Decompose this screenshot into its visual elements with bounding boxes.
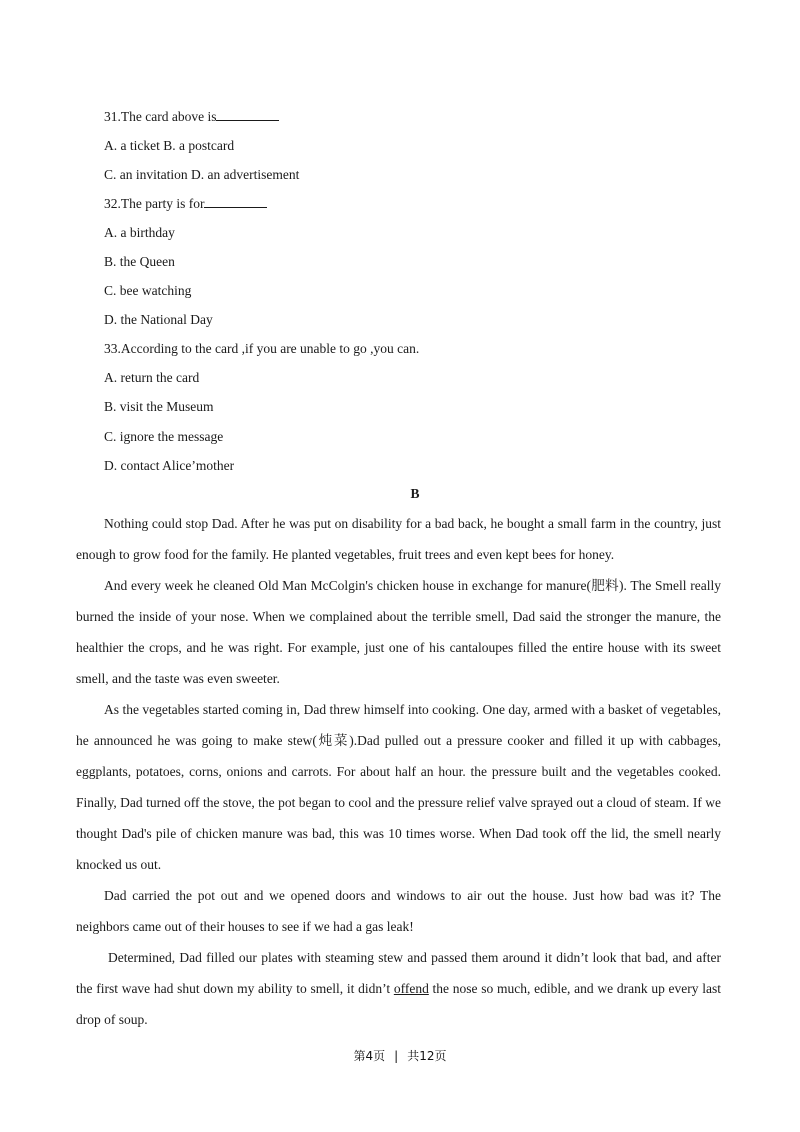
question-33-stem: 33.According to the card ,if you are unable to go ,you can. [104,341,420,356]
question-31-stem [104,108,279,126]
passage-paragraph-2: And every week he cleaned Old Man McColgin's chicken house in exchange for manure(肥料). The Smell really burned the inside of your nose. When we complained about the terrible smell, Dad said the stronger the manure, the healthier the crops, and he was right. For example, just one of his cantaloupes filled the entire house with its sweet smell, and the taste was even sweeter. [76,578,721,686]
question-33-option-c: C. ignore the message [104,429,224,444]
reading-passage [76,508,721,1035]
passage-paragraph-4: Dad carried the pot out and we opened doors and windows to air out the house. Just how bad was it? The neighbors came out of their houses to see if we had a gas leak! [76,888,721,934]
paragraph-5-text-end: the nose so much, edible, and we drank up every last drop of soup. [76,981,721,1027]
question-32-text: 32.The party is for [104,196,205,211]
total-pages: 共12页 [407,1049,447,1063]
page-footer [0,1047,800,1064]
question-31-options-cd: C. an invitation D. an advertisement [104,167,300,182]
paragraph-5-text-start: Determined, Dad filled our plates with steaming stew and passed them around it didn’t look that bad, and after the first wave had shut down my ability to smell, it didn’t [76,950,721,996]
passage-paragraph-5 [76,942,721,1035]
footer-separator: | [394,1049,399,1063]
question-33-option-a: A. return the card [104,370,200,385]
question-33-option-d: D. contact Alice’mother [104,458,235,473]
question-32-option-b: B. the Queen [104,254,175,269]
question-33-option-b: B. visit the Museum [104,399,214,414]
question-32-option-d: D. the National Day [104,312,213,327]
section-heading: B [410,486,420,501]
question-32-option-c: C. bee watching [104,283,192,298]
answer-blank [204,195,267,208]
question-31-options-ab: A. a ticket B. a postcard [104,138,235,153]
question-32-option-a: A. a birthday [104,225,175,240]
question-31-text: 31.The card above is [104,109,217,124]
passage-paragraph-1: Nothing could stop Dad. After he was put on disability for a bad back, he bought a small farm in the country, just enough to grow food for the family. He planted vegetables, fruit trees and even kept bees for honey. [76,516,721,562]
underlined-word: offend [393,981,429,996]
answer-blank [216,108,279,121]
question-32-stem [104,195,267,213]
passage-paragraph-3: As the vegetables started coming in, Dad threw himself into cooking. One day, armed with a basket of vegetables, he announced he was going to make stew(炖菜).Dad pulled out a pressure cooker and filled it up with cabbages, eggplants, potatoes, corns, onions and carrots. For about half an hour. the pressure built and the vegetables cooked. Finally, Dad turned off the stove, the pot began to cool and the pressure relief valve sprayed out a cloud of steam. If we thought Dad's pile of chicken manure was bad, this was 10 times worse. When Dad took off the lid, the smell nearly knocked us out. [76,702,721,872]
page-number: 第4页 [353,1049,386,1063]
